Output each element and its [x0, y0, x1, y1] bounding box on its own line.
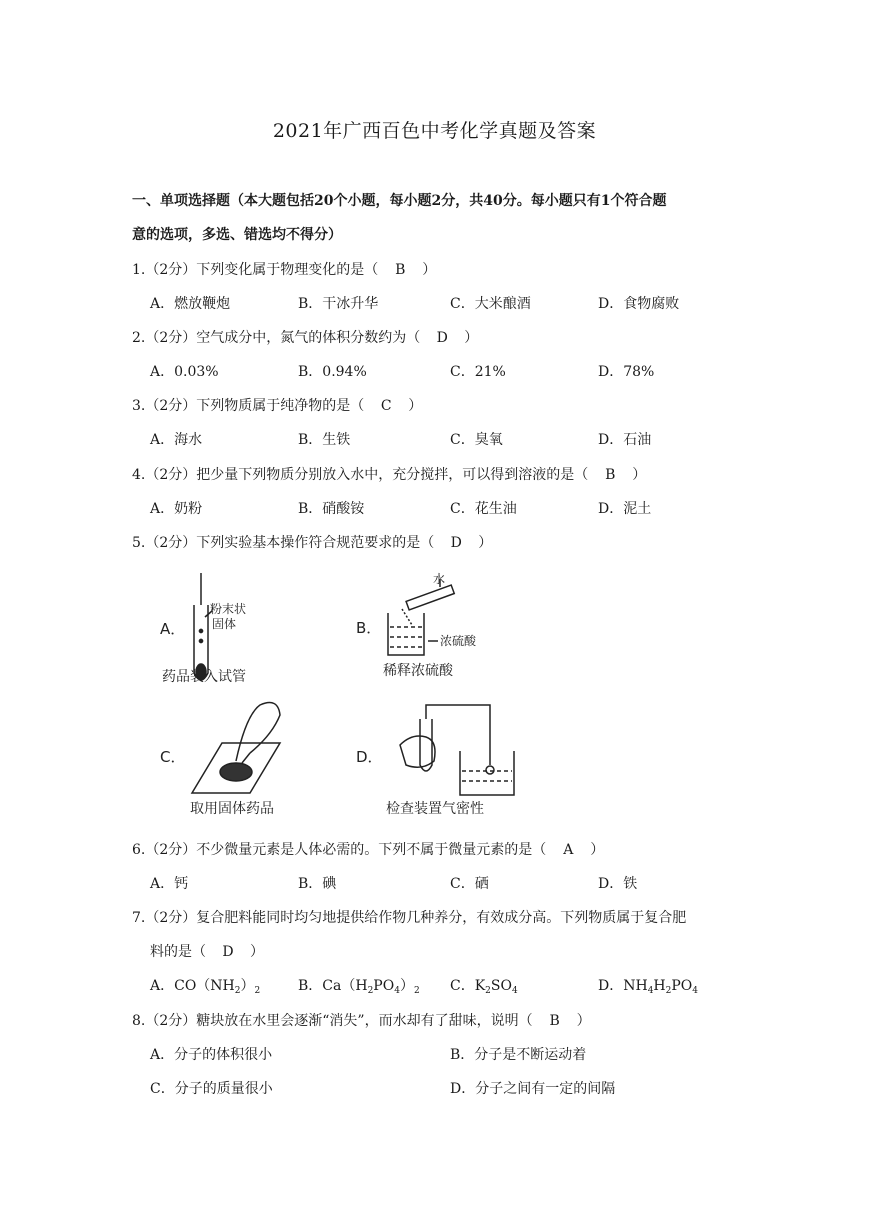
- figure-b-letter: B．: [356, 619, 382, 637]
- question-6: 6.（2分）不少微量元素是人体必需的。下列不属于微量元素的是（ A ）: [132, 842, 605, 858]
- option-c: C．大米酿酒: [450, 296, 531, 312]
- answer-8: B: [549, 1013, 560, 1029]
- option-a: A．分子的体积很小: [150, 1047, 273, 1063]
- option-d: D．食物腐败: [598, 296, 680, 312]
- question-1: 1.（2分）下列变化属于物理变化的是（ B ）: [132, 262, 437, 278]
- option-b: B．硝酸铵: [298, 501, 365, 517]
- option-d: D．$NH_4H_2PO_4$: [598, 978, 699, 996]
- option-b: B．碘: [298, 876, 337, 892]
- figure-c-letter: C．: [160, 748, 186, 766]
- question-7-line2: 料的是（ D ）: [150, 944, 264, 960]
- figure-a-label: 粉末状: [210, 602, 247, 616]
- figure-d-caption: 检查装置气密性: [386, 801, 484, 817]
- option-d: D．78%: [598, 364, 655, 380]
- option-b: B．生铁: [298, 432, 351, 448]
- figure-d-letter: D．: [356, 748, 383, 766]
- figure-c-solid: [192, 703, 280, 793]
- option-c: C．分子的质量很小: [150, 1081, 273, 1097]
- option-b: B．分子是不断运动着: [450, 1047, 587, 1063]
- option-c: C．花生油: [450, 501, 517, 517]
- section-heading-line2: 意的选项，多选、错选均不得分）: [132, 227, 342, 243]
- answer-2: D: [436, 330, 448, 346]
- answer-4: B: [605, 467, 616, 483]
- option-a: A．0.03%: [150, 364, 219, 380]
- figure-a-test-tube: [194, 573, 212, 680]
- option-b: B．干冰升华: [298, 296, 379, 312]
- figure-d-apparatus: [400, 705, 514, 795]
- option-c: C．21%: [450, 364, 506, 380]
- option-a: A．奶粉: [150, 501, 203, 517]
- answer-7: D: [222, 944, 234, 960]
- figure-b-caption: 稀释浓硫酸: [383, 663, 453, 679]
- figure-b-acid: 浓硫酸: [440, 634, 477, 648]
- option-c: C．$K_2SO_4$: [450, 978, 518, 996]
- figure-a-label2: 固体: [212, 617, 237, 631]
- option-a: A．海水: [150, 432, 203, 448]
- lab-operations-figure: [150, 565, 550, 827]
- option-b: B．$Ca(H_2PO_4)_2$: [298, 978, 420, 996]
- option-a: A．燃放鞭炮: [150, 296, 231, 312]
- figure-b-water: 水: [433, 572, 446, 586]
- option-d: D．泥土: [598, 501, 652, 517]
- question-4: 4.（2分）把少量下列物质分别放入水中，充分搅拌，可以得到溶液的是（ B ）: [132, 467, 647, 483]
- answer-5: D: [450, 535, 462, 551]
- option-d: D．石油: [598, 432, 652, 448]
- question-8: 8.（2分）糖块放在水里会逐渐“消失”，而水却有了甜味，说明（ B ）: [132, 1013, 591, 1029]
- answer-1: B: [395, 262, 406, 278]
- option-b: B．0.94%: [298, 364, 367, 380]
- section-heading-line1: 一、单项选择题（本大题包括20个小题，每小题2分，共40分。每小题只有1个符合题: [132, 193, 667, 209]
- answer-3: C: [380, 398, 392, 414]
- question-5: 5.（2分）下列实验基本操作符合规范要求的是（ D ）: [132, 535, 493, 551]
- option-d: D．分子之间有一定的间隔: [450, 1081, 616, 1097]
- option-d: D．铁: [598, 876, 638, 892]
- question-7: 7.（2分）复合肥料能同时均匀地提供给作物几种养分，有效成分高。下列物质属于复合肥: [132, 910, 687, 926]
- option-a: A．$CO(NH_2)_2$: [150, 978, 261, 996]
- answer-6: A: [563, 842, 574, 858]
- figure-a-letter: A．: [160, 620, 186, 638]
- option-c: C．硒: [450, 876, 489, 892]
- option-c: C．臭氧: [450, 432, 503, 448]
- figure-c-caption: 取用固体药品: [190, 801, 274, 817]
- option-a: A．钙: [150, 876, 189, 892]
- question-2: 2.（2分）空气成分中，氮气的体积分数约为（ D ）: [132, 330, 479, 346]
- question-3: 3.（2分）下列物质属于纯净物的是（ C ）: [132, 398, 423, 414]
- options-8: [150, 1045, 770, 1105]
- page-title: 2021年广西百色中考化学真题及答案: [272, 120, 597, 142]
- figure-a-caption: 药品装入试管: [162, 669, 246, 685]
